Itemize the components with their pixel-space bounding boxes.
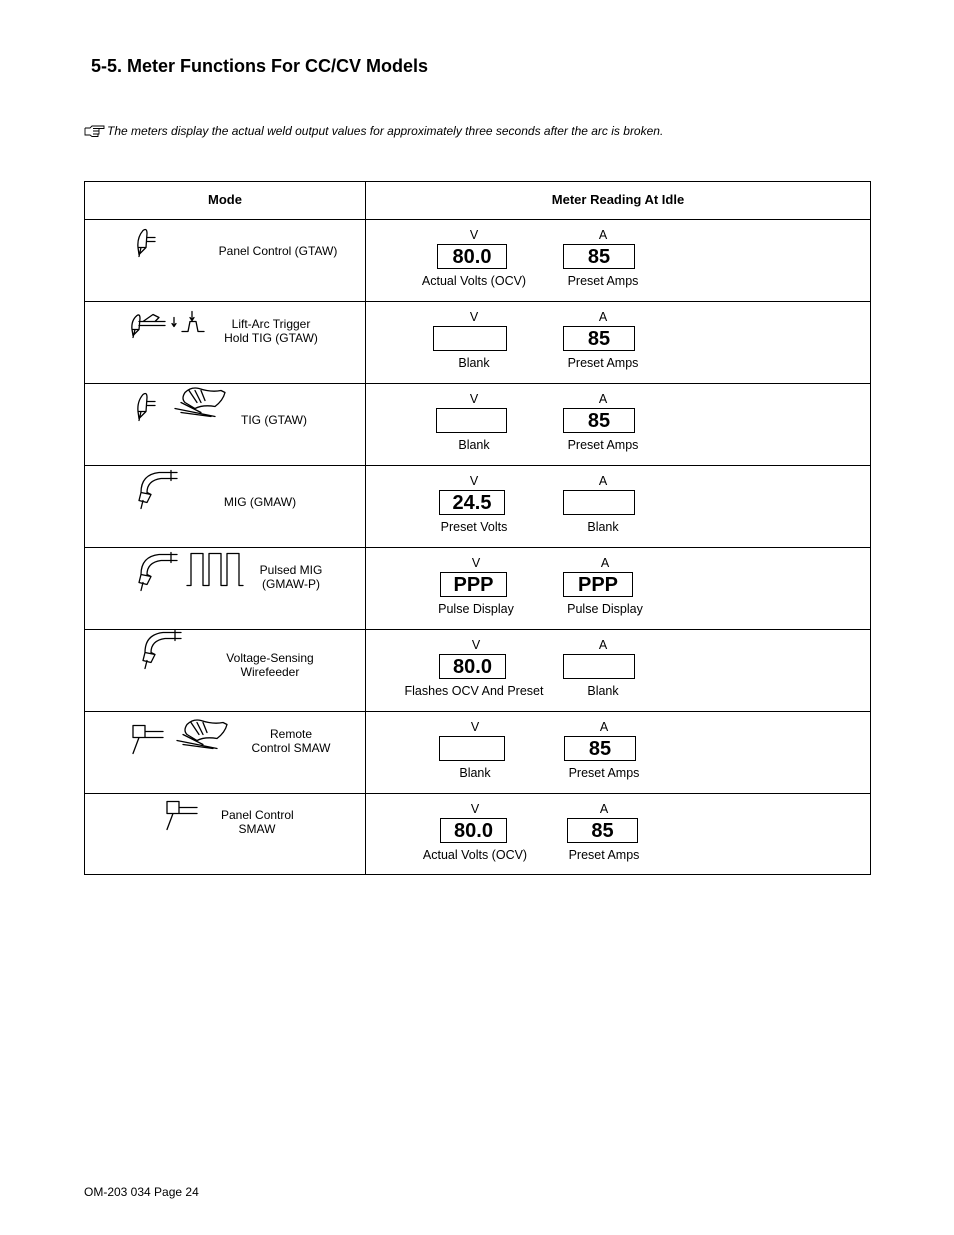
volts-symbol: V	[469, 474, 479, 488]
mode-label: TIG (GTAW)	[241, 413, 307, 427]
volts-symbol: V	[470, 802, 480, 816]
mode-label-line: Wirefeeder	[240, 665, 300, 679]
tig-torch-icon	[135, 226, 159, 265]
page-footer: OM-203 034 Page 24	[84, 1185, 199, 1199]
mode-label-line: SMAW	[238, 822, 276, 836]
pointing-hand-icon	[84, 124, 106, 138]
table-row	[85, 383, 870, 466]
mode-label	[221, 317, 321, 345]
foot-control-icon	[171, 379, 227, 428]
amps-symbol: A	[598, 474, 608, 488]
mode-label	[249, 727, 333, 755]
amps-meter-display: PPP	[563, 572, 633, 597]
meter-functions-table	[84, 181, 871, 875]
amps-caption: Preset Amps	[567, 274, 639, 288]
amps-meter-display	[563, 654, 635, 679]
volts-caption: Actual Volts (OCV)	[421, 274, 527, 288]
amps-symbol: A	[599, 720, 609, 734]
mode-header: Mode	[208, 192, 242, 207]
volts-meter-display: 80.0	[440, 818, 507, 843]
volts-caption: Blank	[458, 438, 490, 452]
pulse-waveform-icon	[185, 550, 247, 595]
volts-caption: Preset Volts	[440, 520, 508, 534]
volts-caption: Blank	[458, 356, 490, 370]
mode-label-line: Control SMAW	[251, 741, 331, 755]
foot-control-icon	[173, 711, 229, 760]
table-row	[85, 465, 870, 548]
mode-label-line: Hold TIG (GTAW)	[224, 331, 318, 345]
amps-symbol: A	[598, 392, 608, 406]
amps-symbol: A	[598, 228, 608, 242]
amps-caption: Preset Amps	[568, 848, 640, 862]
volts-caption: Flashes OCV And Preset	[404, 684, 544, 698]
volts-caption: Actual Volts (OCV)	[422, 848, 528, 862]
mode-label-line: Voltage-Sensing	[226, 651, 314, 665]
mode-label-line: Pulsed MIG	[259, 563, 323, 577]
note-text: The meters display the actual weld output values for approximately three seconds after the arc is broken.	[107, 124, 664, 138]
amps-meter-display: 85	[564, 736, 636, 761]
mode-label	[221, 808, 293, 836]
volts-symbol: V	[471, 638, 481, 652]
amps-caption: Preset Amps	[567, 356, 639, 370]
mode-label-line: Lift-Arc Trigger	[231, 317, 311, 331]
mode-label: Panel Control (GTAW)	[218, 244, 338, 258]
volts-meter-display	[436, 408, 507, 433]
volts-meter-display: 80.0	[439, 654, 506, 679]
volts-meter-display	[439, 736, 505, 761]
meter-reading-header: Meter Reading At Idle	[551, 192, 685, 207]
table-header	[85, 182, 870, 220]
amps-meter-display	[563, 490, 635, 515]
section-title: 5-5. Meter Functions For CC/CV Models	[91, 56, 429, 76]
amps-meter-display: 85	[563, 326, 635, 351]
volts-symbol: V	[471, 556, 481, 570]
mode-label-line: Remote	[269, 727, 313, 741]
amps-meter-display: 85	[567, 818, 638, 843]
mig-gun-icon	[141, 629, 185, 674]
note	[84, 124, 663, 138]
amps-caption: Pulse Display	[567, 602, 643, 616]
amps-caption: Blank	[587, 520, 619, 534]
amps-symbol: A	[598, 638, 608, 652]
volts-symbol: V	[469, 392, 479, 406]
amps-symbol: A	[600, 556, 610, 570]
volts-caption: Pulse Display	[438, 602, 514, 616]
table-row	[85, 219, 870, 302]
mode-label-line: Panel Control	[221, 808, 294, 822]
volts-meter-display	[433, 326, 507, 351]
tig-torch-icon	[135, 390, 159, 429]
mig-gun-icon	[137, 551, 181, 596]
lift-arc-trigger-icon	[170, 310, 210, 345]
table-row	[85, 793, 870, 875]
amps-caption: Preset Amps	[567, 438, 639, 452]
volts-meter-display: PPP	[440, 572, 507, 597]
mode-label-line: (GMAW-P)	[262, 577, 320, 591]
table-row	[85, 629, 870, 712]
mig-gun-icon	[137, 469, 181, 514]
amps-caption: Blank	[587, 684, 619, 698]
amps-meter-display: 85	[563, 408, 635, 433]
amps-caption: Preset Amps	[568, 766, 640, 780]
volts-meter-display: 24.5	[439, 490, 505, 515]
table-row	[85, 547, 870, 630]
stick-electrode-holder-icon	[131, 724, 165, 761]
table-row	[85, 711, 870, 794]
mode-label: MIG (GMAW)	[223, 495, 297, 509]
volts-symbol: V	[470, 720, 480, 734]
volts-meter-display: 80.0	[437, 244, 507, 269]
mode-label	[259, 563, 323, 591]
volts-symbol: V	[469, 310, 479, 324]
table-row	[85, 301, 870, 384]
tig-torch-with-trigger-icon	[129, 312, 169, 347]
stick-electrode-holder-icon	[165, 800, 199, 837]
amps-meter-display: 85	[563, 244, 635, 269]
amps-symbol: A	[599, 802, 609, 816]
mode-label	[225, 651, 315, 679]
amps-symbol: A	[598, 310, 608, 324]
volts-caption: Blank	[459, 766, 491, 780]
volts-symbol: V	[469, 228, 479, 242]
